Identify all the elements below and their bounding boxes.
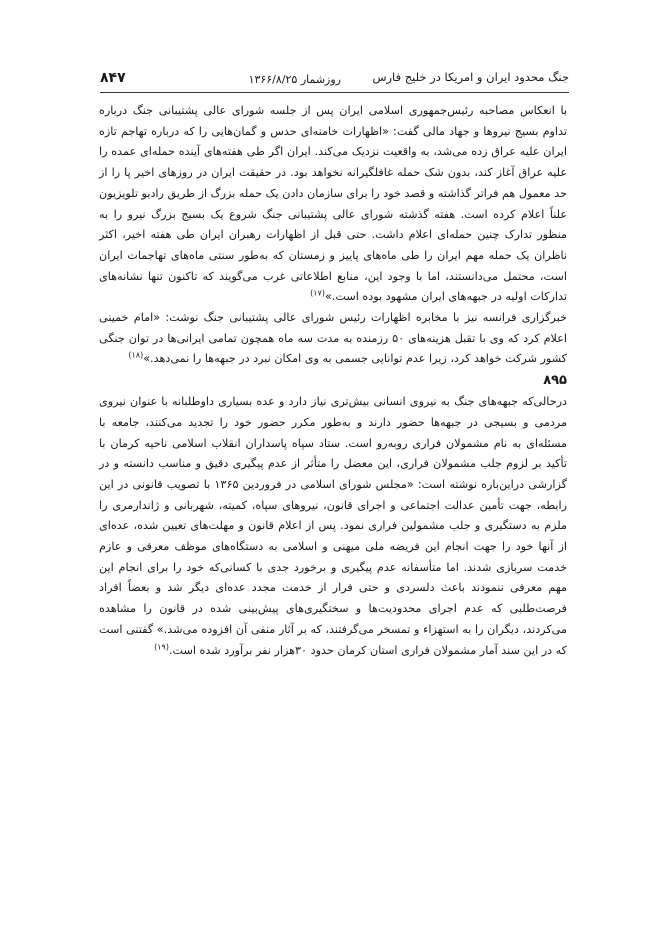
date-block [249, 73, 341, 86]
entry-number: ۸۹۵ [543, 373, 567, 389]
paragraph-text: خبرگزاری فرانسه نیز با مخابره اظهارات رئیس شورای عالی پشتیبانی جنگ نوشت: «امام خمینی اعلام کرد که وی با تقبل هزینه‌های ۵۰ رزمنده به مدت سه ماه همچون تمامی ایرانی‌ها در توان جنگی کشور شرکت خواهد کرد، زیرا عدم توانایی جسمی به وی امکان نبرد در جبهه‌ها را نمی‌دهد.» [99, 311, 567, 366]
footnote-ref: (۱۷) [310, 288, 325, 298]
date-label: روزشمار [300, 73, 341, 86]
paragraph-text: با انعکاس مصاحبه رئیس‌جمهوری اسلامی ایران پس از جلسه شورای عالی پشتیبانی جنگ درباره تداوم بسیج نیروها و جهاد مالی گفت: «اظهارات خامنه‌ای حدس و گمان‌هایی را که درباره تهاجم تازه ایران علیه عراق زده می‌شد، به واقعیت نزدیک می‌کند. ایران اگر طی هفته‌های آینده حمله‌ای عمده را علیه عراق آغاز کند، بدون شک حمله غافلگیرانه نخواهد بود. در حقیقت ایران در روزهای اخیر پا را از حد معمول هم فراتر گذاشته و قصد خود را برای سازمان دادن یک حمله بزرگ از طریق رادیو تلویزیون علناً اعلام کرده است. هفته گذشته شورای عالی پشتیبانی جنگ شروع یک بسیج بزرگ نیرو را به منظور تدارک چنین حمله‌ای اعلام داشت. حتی قبل از اظهارات رهبران ایران طی هفته اخیر، اکثر ناظران یک حمله مهم ایران را طی ماه‌های پاییز و زمستان که به‌طور سنتی ماه‌های تهاجمات ایران است، محتمل می‌دانستند، اما با وجود این، منابع اطلاعاتی غرب می‌گویند که تاکنون تنها نشانه‌های تدارکات اولیه در جبهه‌های ایران مشهود بوده است.» [99, 104, 567, 304]
paragraph [99, 308, 567, 370]
footnote-ref: (۱۹) [154, 641, 169, 651]
paragraph [99, 392, 567, 661]
paragraph [99, 101, 567, 308]
date-value: ۱۳۶۶/۸/۲۵ [248, 73, 298, 86]
paragraph-text: درحالی‌که جبهه‌های جنگ به نیروی انسانی بیش‌تری نیاز دارد و عده بسیاری داوطلبانه با عنوان نیروی مردمی و بسیجی در جبهه‌ها حضور دارند و به‌طور مکرر حضور خود را تجدید می‌کنند، جامعه با مسئله‌ای به نام مشمولان فراری روبه‌رو است. ستاد سپاه پاسداران انقلاب اسلامی ناحیه کرمان با تأکید بر لزوم جلب مشمولان فراری، این معضل را متأثر از عدم پیگیری دقیق و مناسب دانسته و در گزارشی دراین‌باره نوشته است: «مجلس شورای اسلامی در فروردین ۱۳۶۵ با تصویب قانونی در این رابطه، جهت تأمین عدالت اجتماعی و اجرای قانون، نیروهای سپاه، کمیته، شهربانی و ژاندارمری را ملزم به دستگیری و جلب مشمولین فراری نمود. پس از اعلام قانون و مهلت‌های تعیین شده، عده‌ای از آنها خود را جهت انجام این فریضه ملی میهنی و اسلامی به دستگاه‌های موظف معرفی و عازم خدمت سربازی شدند. اما متأسفانه عدم پیگیری و برخورد جدی با کسانی‌که خود را برای انجام این مهم معرفی ننمودند باعث دلسردی و حتی فرار از خدمت مجدد عده‌ای دیگر شد و بعضاً افراد فرصت‌طلبی که عدم اجرای محدودیت‌ها و سختگیری‌های پیش‌بینی شده در قانون را مشاهده می‌کردند، دیگران را به استهزاء و تمسخر می‌گرفتند، که بر آثار منفی آن افزوده می‌شد.» گفتنی است که در این سند آمار مشمولان فراری استان کرمان حدود ۳۰هزار نفر برآورد شده است. [99, 395, 567, 657]
book-title: جنگ محدود ایران و امریکا در خلیج فارس [372, 70, 569, 84]
footnote-ref: (۱۸) [128, 350, 144, 360]
page-body [99, 101, 567, 661]
running-header [100, 70, 569, 93]
page-number: ۸۴۷ [100, 70, 126, 86]
